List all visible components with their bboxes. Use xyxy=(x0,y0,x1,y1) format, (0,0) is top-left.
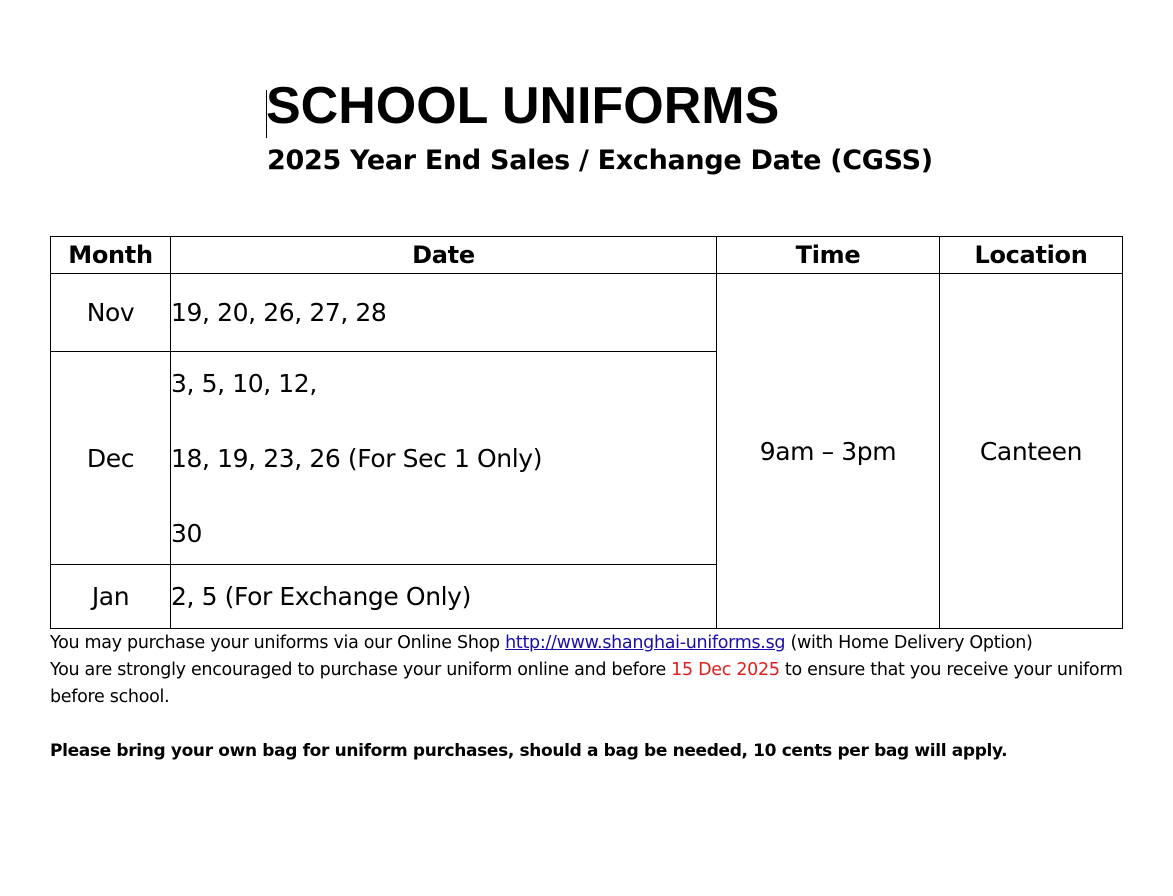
online-shop-link[interactable]: http://www.shanghai-uniforms.sg xyxy=(505,633,786,653)
month-cell: Jan xyxy=(51,565,171,629)
online-shop-note-prefix: You may purchase your uniforms via our Online Shop xyxy=(50,633,506,653)
deadline-date: 15 Dec 2025 xyxy=(671,660,780,680)
notes-section xyxy=(50,630,1140,765)
header-time: Time xyxy=(717,237,940,274)
month-cell: Nov xyxy=(51,274,171,352)
schedule-table xyxy=(50,236,1123,629)
month-cell: Dec xyxy=(51,352,171,565)
header-date: Date xyxy=(171,237,717,274)
date-cell xyxy=(171,352,717,565)
deadline-note-prefix: You are strongly encouraged to purchase your uniform online and before xyxy=(50,660,672,680)
online-shop-note-suffix: (with Home Delivery Option) xyxy=(785,633,1033,653)
header-location: Location xyxy=(940,237,1123,274)
deadline-note-suffix: to ensure that you receive your uniform before school. xyxy=(50,660,1123,707)
document-title: SCHOOL UNIFORMS xyxy=(266,77,780,135)
date-line: 19, 20, 26, 27, 28 xyxy=(171,298,387,327)
header-month: Month xyxy=(51,237,171,274)
time-cell: 9am – 3pm xyxy=(717,274,940,629)
online-shop-note xyxy=(50,630,1140,657)
date-line: 30 xyxy=(171,518,203,548)
date-cell xyxy=(171,274,717,352)
date-cell xyxy=(171,565,717,629)
date-line: 18, 19, 23, 26 (For Sec 1 Only) xyxy=(171,443,543,473)
table-row xyxy=(51,274,1123,352)
table-header-row xyxy=(51,237,1123,274)
bag-policy-note: Please bring your own bag for uniform purchases, should a bag be needed, 10 cents per bag will apply. xyxy=(50,741,1008,761)
location-cell: Canteen xyxy=(940,274,1123,629)
document-subtitle: 2025 Year End Sales / Exchange Date (CGSS) xyxy=(267,145,933,176)
purchase-deadline-note xyxy=(50,657,1140,711)
date-line: 2, 5 (For Exchange Only) xyxy=(171,582,471,611)
date-line: 3, 5, 10, 12, xyxy=(171,368,317,398)
